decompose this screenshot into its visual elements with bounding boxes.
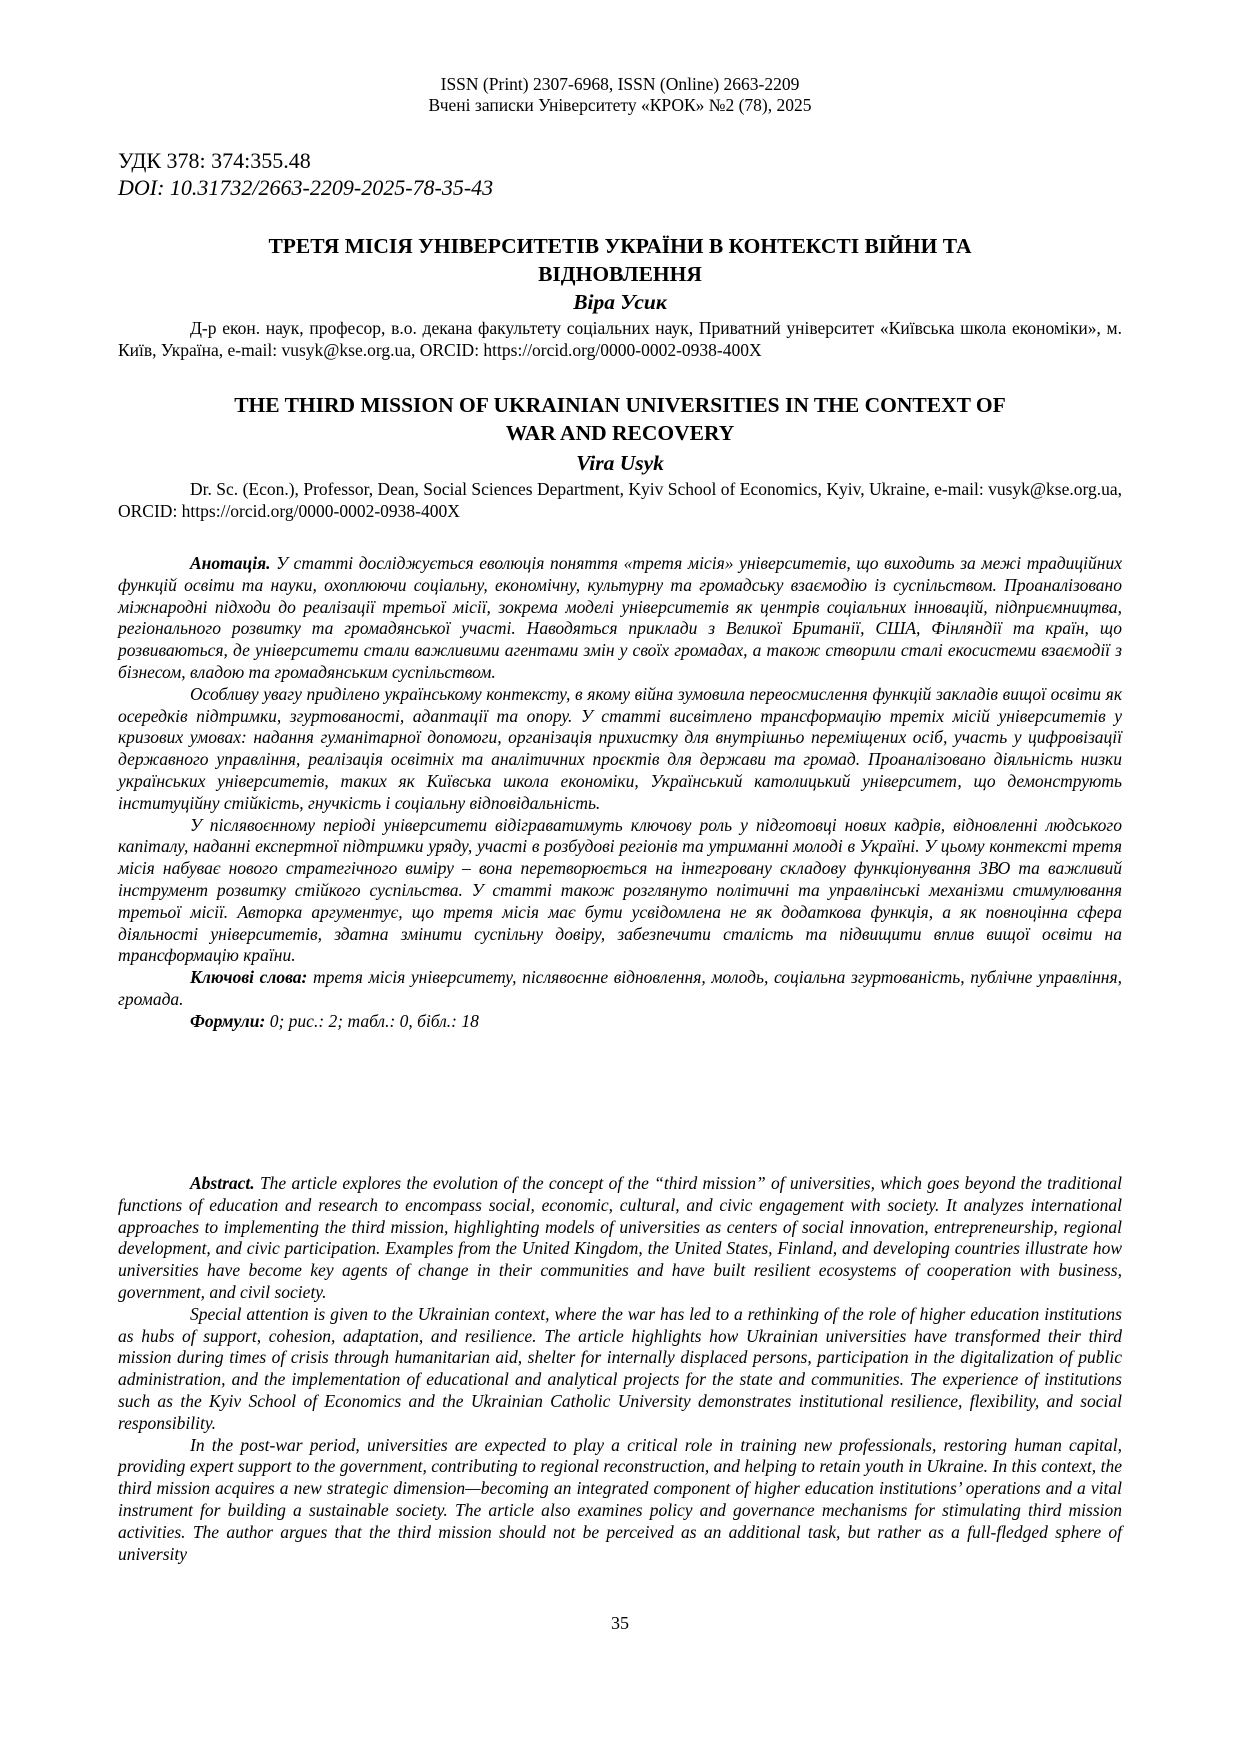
annotation-paragraph-3: У післявоєнному періоді університети відіграватимуть ключову роль у підготовці нових кадрів, відновленні людського капіталу, наданні експертної підтримки уряду, участі в розбудові регіонів та утриманні молоді в Україні. У цьому контексті третя місія набуває нового стратегічного виміру – вона перетворюється на інтегровану складову функціонування ЗВО та важливий інструмент розвитку стійкого суспільства. У статті також розглянуто політичні та управлінські механізми стимулювання третьої місії. Авторка аргументує, що третя місія має бути усвідомлена не як додаткова функція, а як повноцінна сфера діяльності університетів, здатна змінити суспільну довіру, забезпечити сталість та підвищити вплив вищої освіти на трансформацію країни. — [118, 814, 1122, 966]
annotation-section — [118, 553, 1122, 1033]
en-author: Vira Usyk — [576, 451, 664, 475]
abstract-section — [118, 1173, 1122, 1565]
running-header — [130, 74, 1110, 116]
ua-author: Віра Усик — [573, 290, 667, 314]
keywords-label: Ключові слова: — [190, 967, 308, 988]
en-affiliation: Dr. Sc. (Econ.), Professor, Dean, Social Sciences Department, Kyiv School of Economics, Kyiv, Ukraine, e-mail: vusyk@kse.org.ua, ORCID: https://orcid.org/0000-0002-0938-400X — [118, 479, 1122, 521]
annotation-paragraph-2: Особливу увагу приділено українському контексту, в якому війна зумовила переосмислення функцій закладів вищої освіти як осередків підтримки, згуртованості, адаптації та опору. У статті висвітлено трансформацію третіх місій університетів у кризових умовах: надання гуманітарної допомоги, організація прихистку для внутрішньо переміщених осіб, участь у цифровізації державного управління, реалізація освітніх та аналітичних проєктів для держави та громад. Проаналізовано діяльність низки українських університетів, таких як Київська школа економіки, Український католицький університет, що демонструють інституційну стійкість, гнучкість і соціальну відповідальність. — [118, 683, 1122, 813]
abstract-paragraph-2: Special attention is given to the Ukrainian context, where the war has led to a rethinking of the role of higher education institutions as hubs of support, cohesion, adaptation, and resilience. The article highlights how Ukrainian universities have transformed their third mission during times of crisis through humanitarian aid, shelter for internally displaced persons, participation in the digitalization of public administration, and the implementation of educational and analytical projects for the state and communities. The experience of institutions such as the Kyiv School of Economics and the Ukrainian Catholic University demonstrates institutional resilience, flexibility, and social responsibility. — [118, 1303, 1122, 1433]
abstract-paragraph-3: In the post-war period, universities are expected to play a critical role in training new professionals, restoring human capital, providing expert support to the government, contributing to regional reconstruction, and helping to retain youth in Ukraine. In this context, the third mission acquires a new strategic dimension—becoming an integrated component of higher education institutions’ operations and a vital instrument for building a sustainable society. The article also examines policy and governance mechanisms for stimulating third mission activities. The author argues that the third mission should not be perceived as an additional task, but rather as a full-fledged sphere of university — [118, 1434, 1122, 1564]
annotation-label: Анотація. — [190, 553, 271, 573]
ua-title — [160, 232, 1080, 288]
ua-title-line-1: ТРЕТЯ МІСІЯ УНІВЕРСИТЕТІВ УКРАЇНИ В КОНТЕКСТІ ВІЙНИ ТА — [268, 234, 972, 258]
classification-block — [118, 147, 493, 201]
issn-line: ISSN (Print) 2307-6968, ISSN (Online) 2663-2209 — [440, 74, 800, 94]
doi-link[interactable]: DOI: 10.31732/2663-2209-2025-78-35-43 — [118, 175, 494, 200]
abstract-paragraph-1: Abstract. The article explores the evolution of the concept of the “third mission” of universities, which goes beyond the traditional functions of education and research to encompass social, economic, cultural, and civic engagement with society. It analyzes international approaches to implementing the third mission, highlighting models of universities as centers of social innovation, entrepreneurship, regional development, and civic participation. Examples from the United Kingdom, the United States, Finland, and developing countries illustrate how universities have become key agents of change in their communities and have built resilient ecosystems of cooperation with business, government, and civil society. — [118, 1173, 1122, 1302]
en-title — [160, 391, 1080, 447]
ua-affiliation: Д-р екон. наук, професор, в.о. декана факультету соціальних наук, Приватний університет «Київська школа економіки», м. Київ, Україна, e-mail: vusyk@kse.org.ua, ORCID: https://orcid.org/0000-0002-0938-400X — [118, 318, 1122, 360]
udk-code: УДК 378: 374:355.48 — [118, 148, 311, 173]
formulas-label: Формули: — [190, 1010, 266, 1031]
page-number: 35 — [611, 1613, 629, 1633]
en-title-line-1: THE THIRD MISSION OF UKRAINIAN UNIVERSITIES IN THE CONTEXT OF — [234, 393, 1006, 417]
annotation-paragraph-1: Анотація. У статті досліджується еволюція поняття «третя місія» університетів, що виходить за межі традиційних функцій освіти та науки, охоплюючи соціальну, економічну, культурну та громадську взаємодію із суспільством. Проаналізовано міжнародні підходи до реалізації третьої місії, зокрема моделі університетів як центрів соціальних інновацій, підприємництва, регіонального розвитку та громадянської участі. Наводяться приклади з Великої Британії, США, Фінляндії та країн, що розвиваються, де університети стали важливими агентами змін у своїх громадах, а також створили сталі екосистеми взаємодії з бізнесом, владою та громадянським суспільством. — [118, 553, 1122, 682]
en-title-line-2: WAR AND RECOVERY — [505, 421, 735, 445]
formulas-line: Формули: 0; рис.: 2; табл.: 0, бібл.: 18 — [190, 1010, 479, 1031]
keywords-line: Ключові слова: третя місія університету, післявоєнне відновлення, молодь, соціальна згуртованість, публічне управління, громада. — [118, 967, 1122, 1009]
abstract-label: Abstract. — [190, 1173, 255, 1193]
journal-line: Вчені записки Університету «КРОК» №2 (78), 2025 — [428, 95, 812, 115]
ua-title-line-2: ВІДНОВЛЕННЯ — [538, 262, 702, 286]
